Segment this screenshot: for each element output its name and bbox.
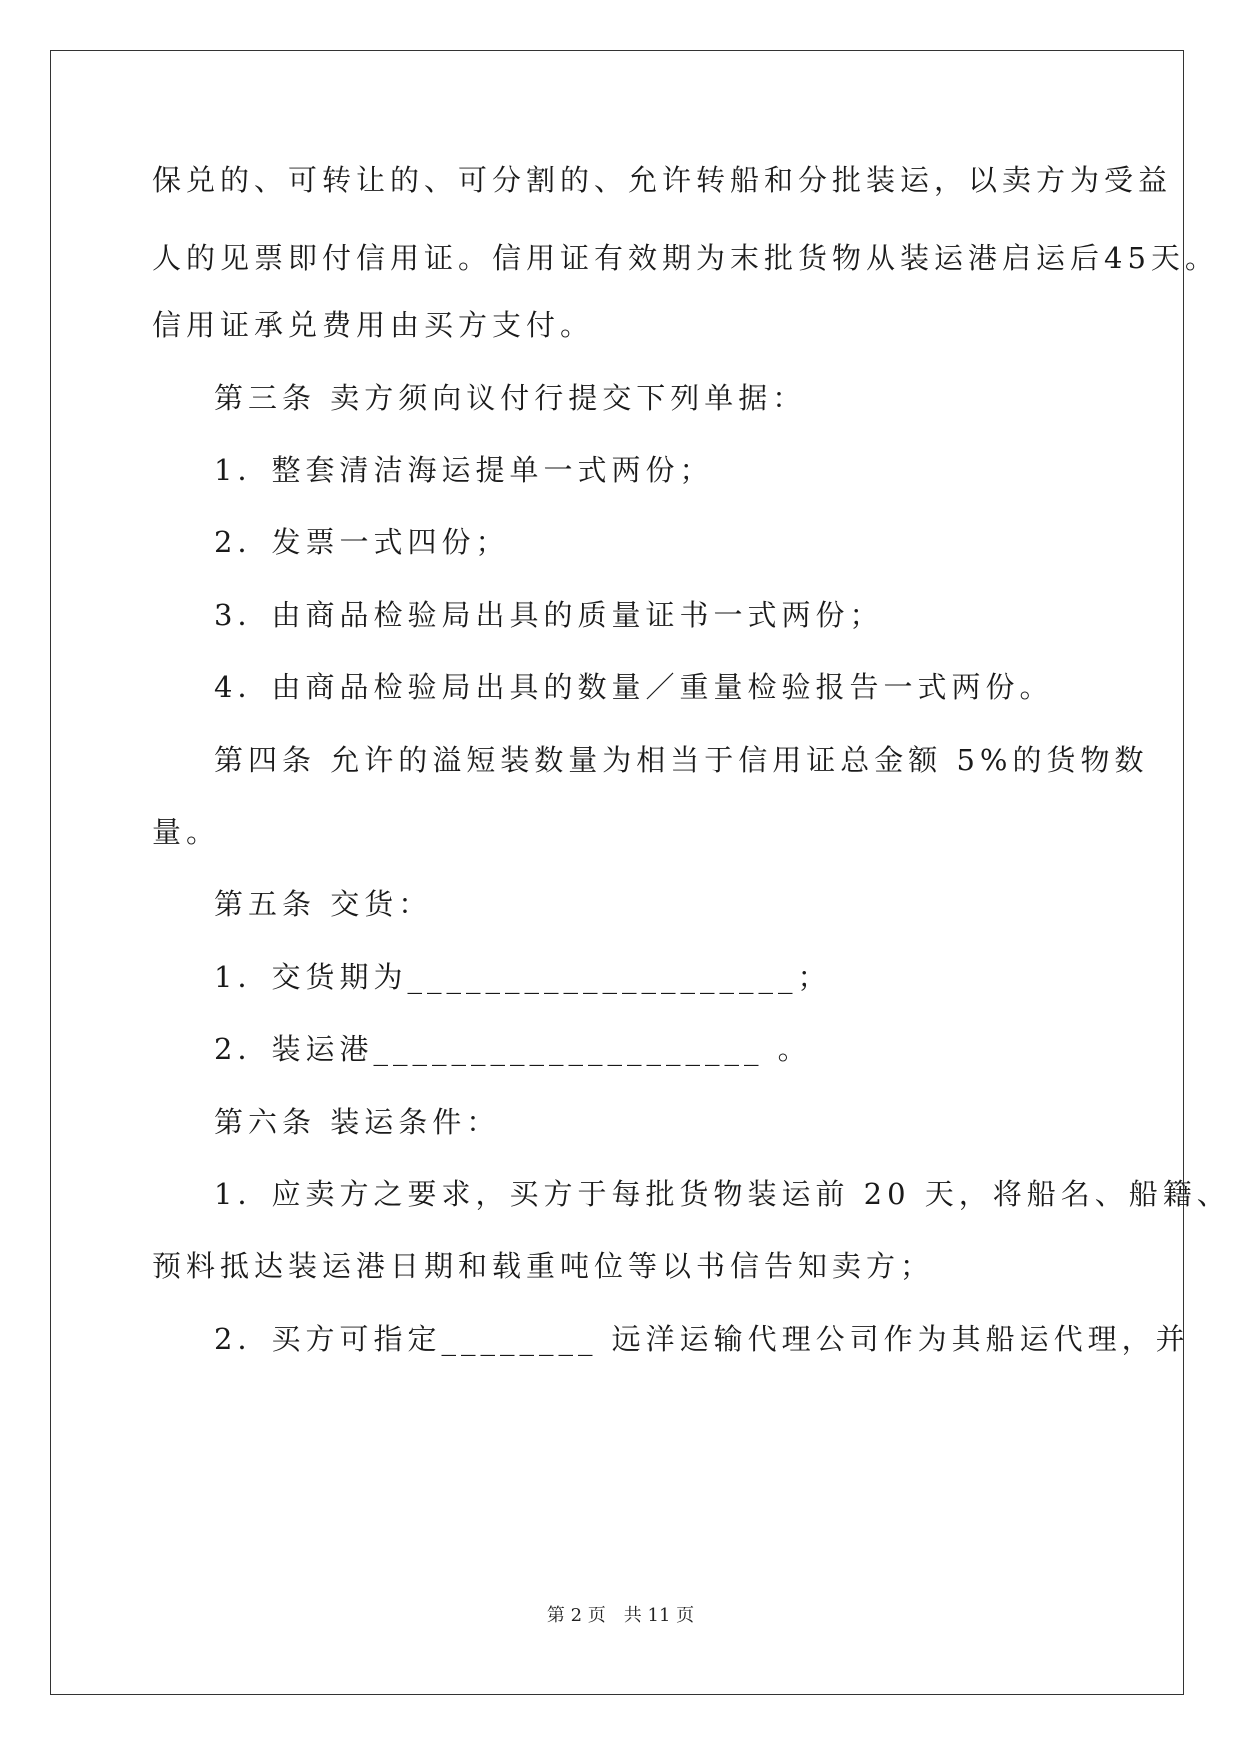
article-3-heading: 第三条 卖方须向议付行提交下列单据：: [214, 381, 807, 415]
list-item-3-2: 2．发票一式四份；: [214, 525, 510, 559]
list-item-3-3: 3．由商品检验局出具的质量证书一式两份；: [214, 598, 884, 632]
article-6-heading: 第六条 装运条件：: [214, 1105, 501, 1139]
text-line-1: 保兑的、可转让的、可分割的、允许转船和分批装运，以卖方为受益: [152, 163, 1173, 197]
list-item-5-1: 1．交货期为____________________；: [214, 960, 832, 994]
list-item-6-1-continuation: 预料抵达装运港日期和载重吨位等以书信告知卖方；: [152, 1249, 935, 1283]
page-frame: [50, 50, 1184, 1695]
page-number-footer: 第 2 页 共 11 页: [546, 1605, 695, 1626]
list-item-3-1: 1．整套清洁海运提单一式两份；: [214, 453, 714, 487]
article-4-text: 第四条 允许的溢短装数量为相当于信用证总金额 5%的货物数: [214, 743, 1149, 777]
article-4-continuation: 量。: [152, 815, 221, 849]
list-item-6-1: 1．应卖方之要求，买方于每批货物装运前 20 天，将船名、船籍、: [214, 1177, 1231, 1211]
article-5-heading: 第五条 交货：: [214, 887, 433, 921]
list-item-3-4: 4．由商品检验局出具的数量／重量检验报告一式两份。: [214, 670, 1054, 704]
list-item-6-2: 2．买方可指定________ 远洋运输代理公司作为其船运代理，并: [214, 1322, 1190, 1356]
text-line-3: 信用证承兑费用由买方支付。: [152, 308, 595, 342]
text-line-2: 人的见票即付信用证。信用证有效期为末批货物从装运港启运后45天。: [152, 241, 1219, 275]
list-item-5-2: 2．装运港____________________ 。: [214, 1032, 812, 1066]
